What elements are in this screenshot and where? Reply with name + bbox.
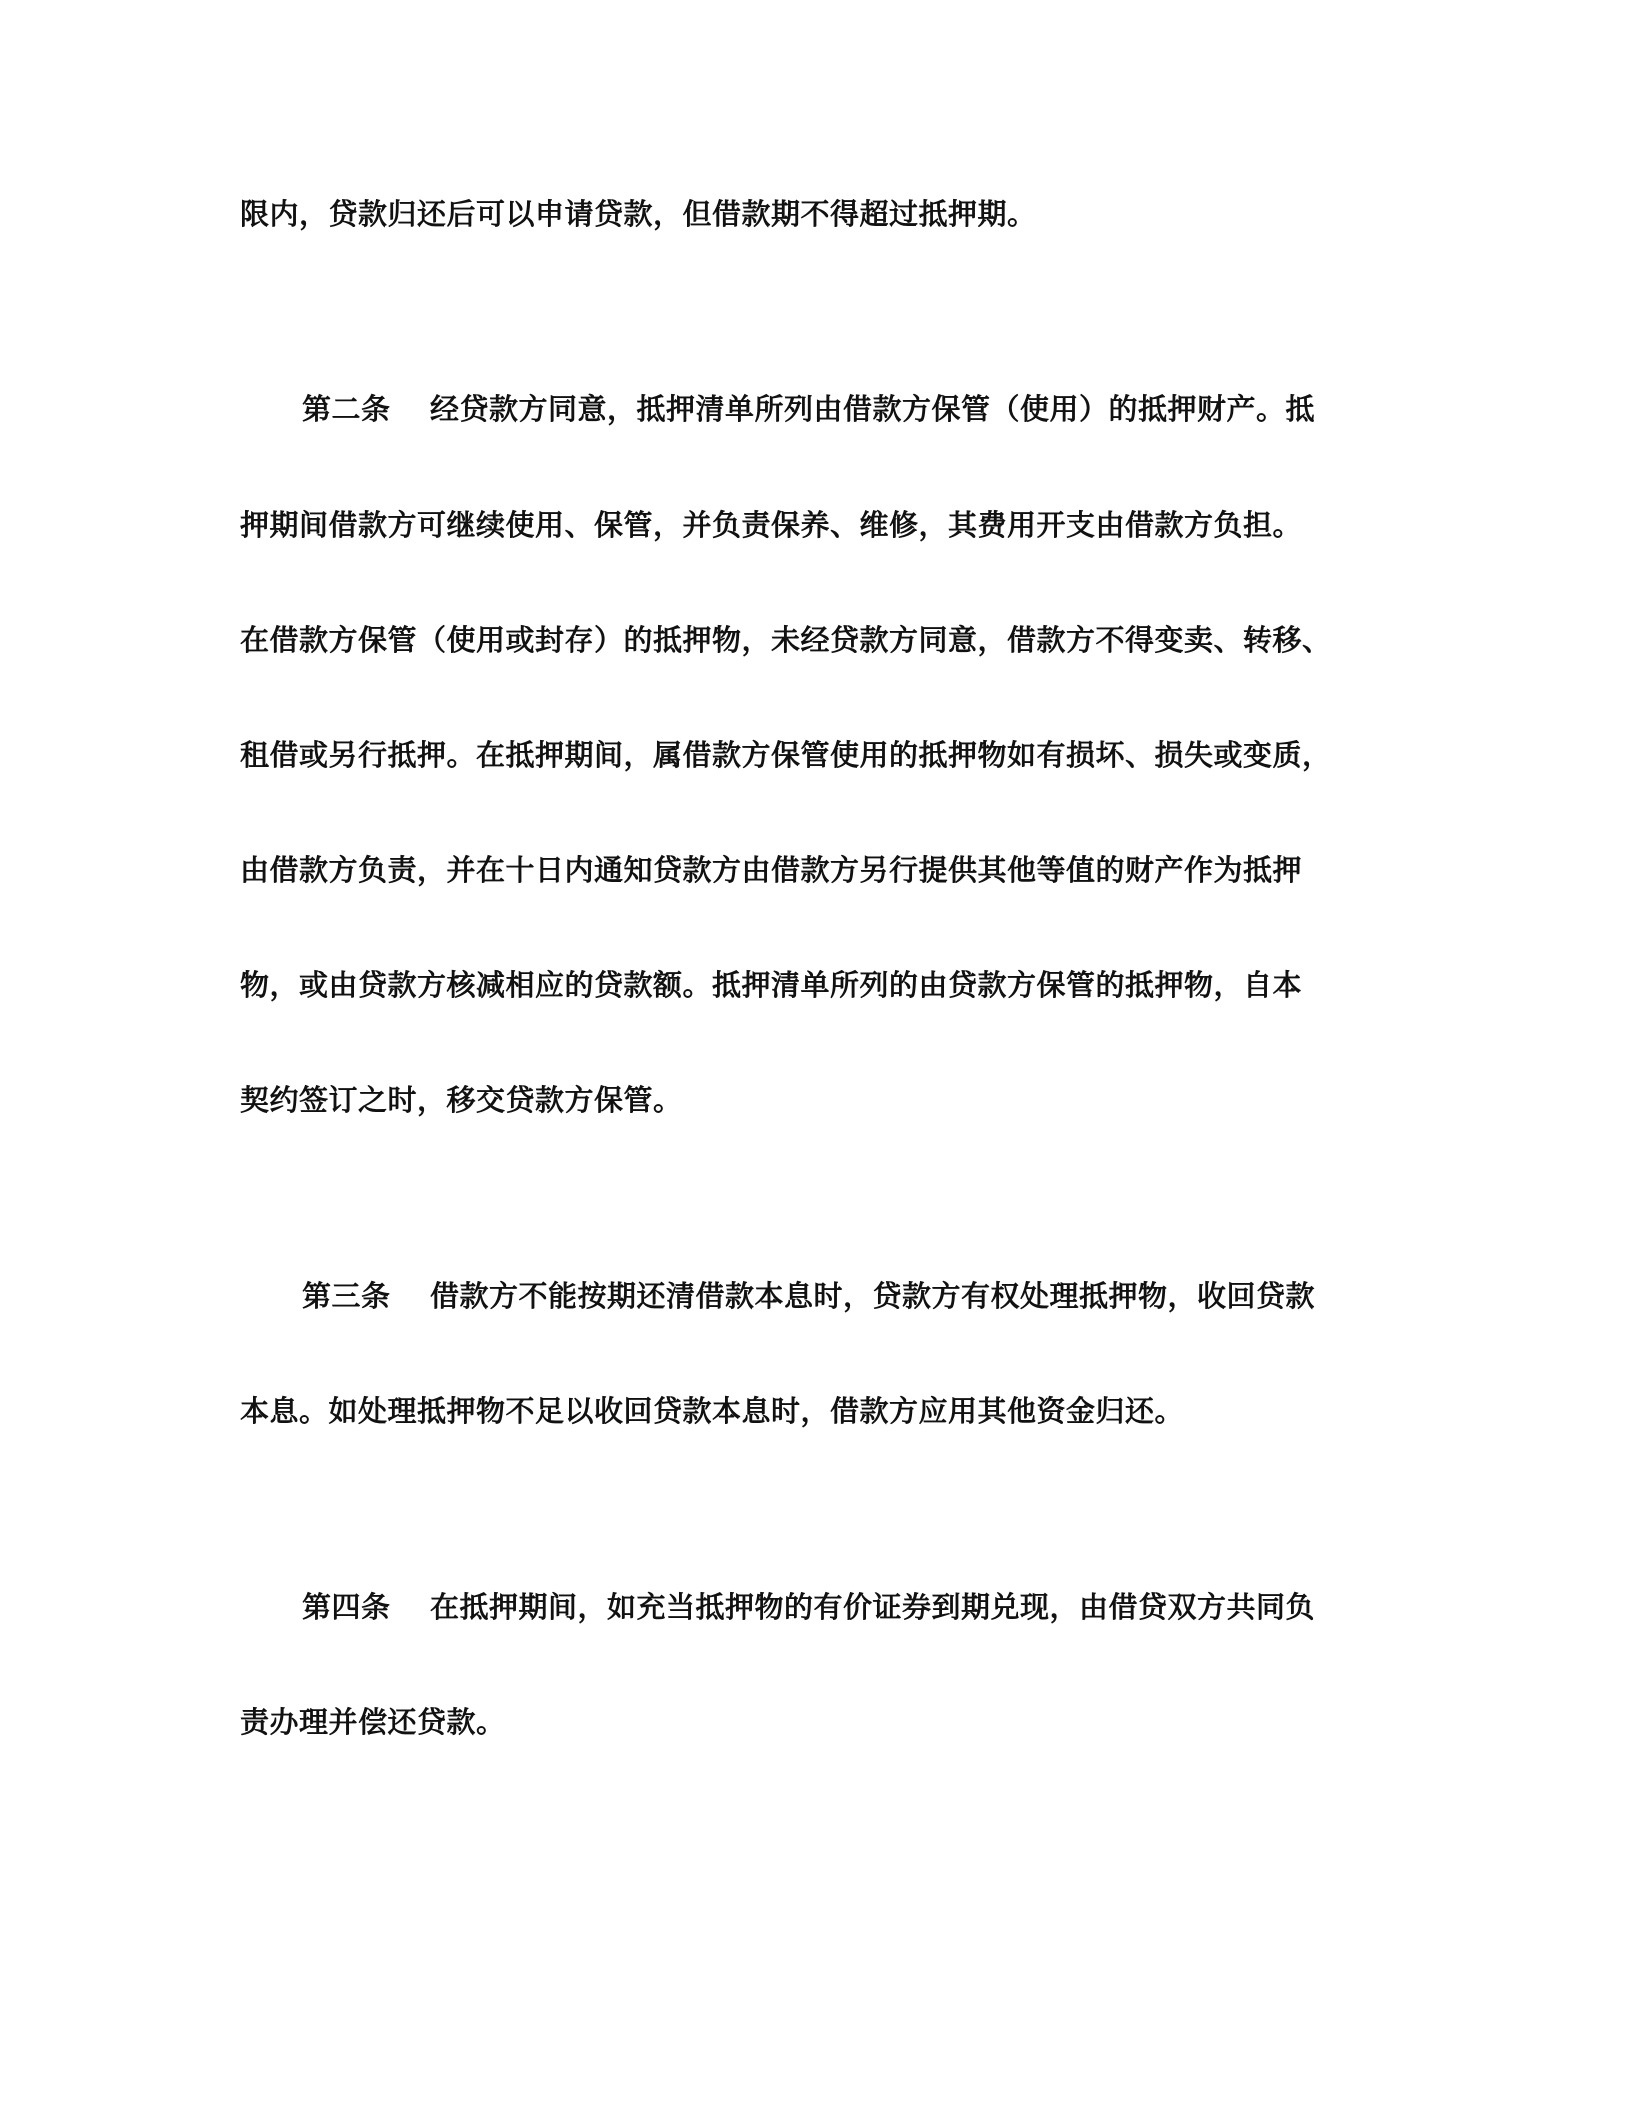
article-2-text: 经贷款方同意，抵押清单所列由借款方保管（使用）的抵押财产。抵 <box>430 392 1316 426</box>
article-2-line: 押期间借款方可继续使用、保管，并负责保养、维修，其费用开支由借款方负担。 <box>240 508 1303 542</box>
article-4-text: 在抵押期间，如充当抵押物的有价证券到期兑现，由借贷双方共同负 <box>430 1590 1316 1624</box>
article-4-line: 责办理并偿还贷款。 <box>240 1705 506 1739</box>
article-2-line: 由借款方负责，并在十日内通知贷款方由借款方另行提供其他等值的财产作为抵押 <box>240 853 1303 887</box>
article-2-line: 租借或另行抵押。在抵押期间，属借款方保管使用的抵押物如有损坏、损失或变质， <box>240 738 1332 772</box>
article-2-number: 第二条 <box>302 392 391 426</box>
article-2-line: 在借款方保管（使用或封存）的抵押物，未经贷款方同意，借款方不得变卖、转移、 <box>240 623 1332 657</box>
article-2-line: 物，或由贷款方核减相应的贷款额。抵押清单所列的由贷款方保管的抵押物，自本 <box>240 968 1303 1002</box>
article-3-first-line <box>302 1276 1315 1316</box>
continuation-line: 限内，贷款归还后可以申请贷款，但借款期不得超过抵押期。 <box>240 197 1037 231</box>
article-3-number: 第三条 <box>302 1279 391 1313</box>
article-4-first-line <box>302 1587 1315 1627</box>
article-4-number: 第四条 <box>302 1590 391 1624</box>
article-3-line: 本息。如处理抵押物不足以收回贷款本息时，借款方应用其他资金归还。 <box>240 1394 1185 1428</box>
article-2-first-line <box>302 389 1315 429</box>
article-3-text: 借款方不能按期还清借款本息时，贷款方有权处理抵押物，收回贷款 <box>430 1279 1316 1313</box>
article-2-line: 契约签订之时，移交贷款方保管。 <box>240 1083 683 1117</box>
